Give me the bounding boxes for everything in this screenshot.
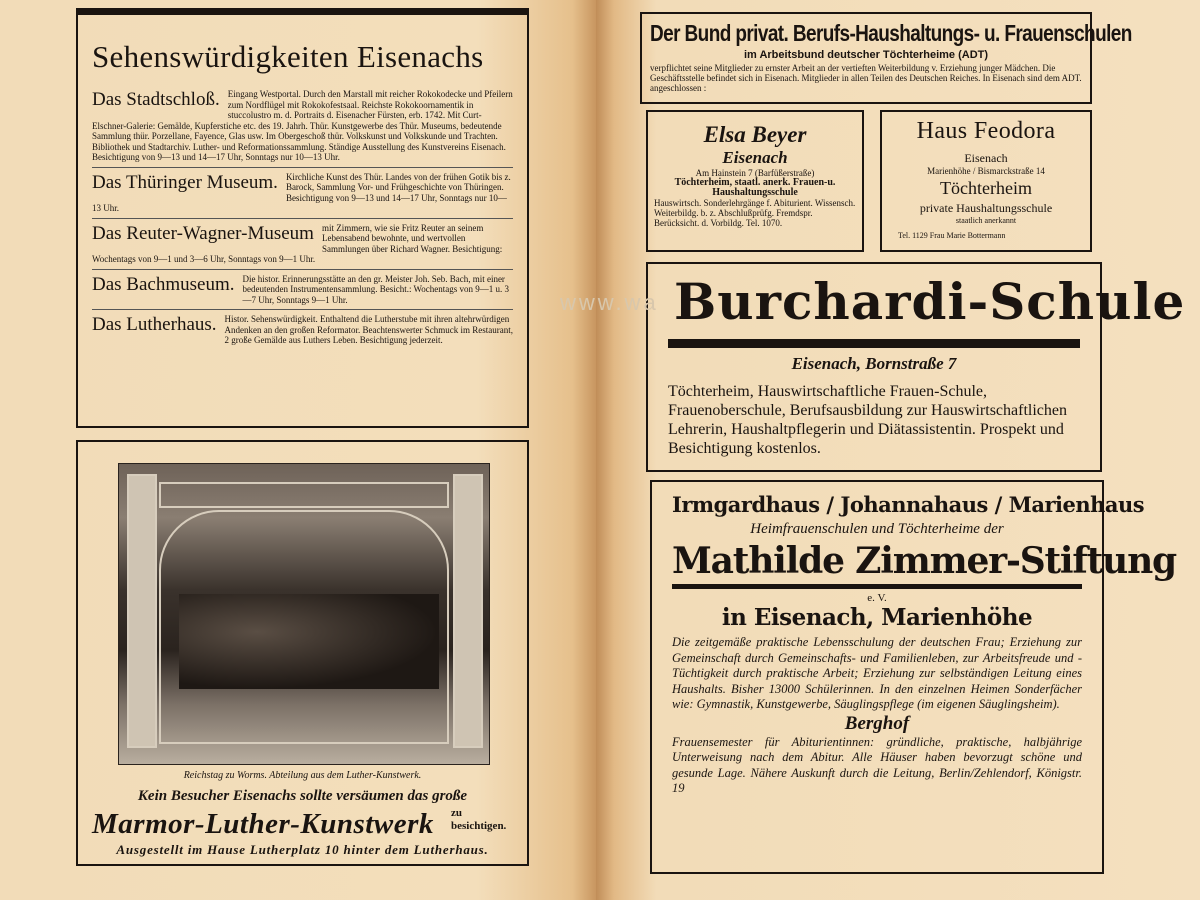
feodora-ad <box>880 110 1092 252</box>
burchardi-ad <box>646 262 1186 472</box>
stiftung-ad <box>650 480 1177 874</box>
stiftung-place: in Eisenach, Marienhöhe <box>721 604 1033 631</box>
sights-entry-reuter-wagner <box>92 223 513 270</box>
entry-name: Das Stadtschloß. <box>92 89 220 110</box>
entry-text: Histor. Sehenswürdigkeit. Enthaltend die Lutherstube mit ihren altehrwürdigen Andenken an den großen Reformator. Beachtenswerter Schmuck im Restaurant, 2 große Gemälde aus Luthers Leben. Besichtigung jederzeit. <box>224 314 513 345</box>
kunstwerk-ad <box>76 440 529 866</box>
burchardi-description: Töchterheim, Hauswirtschaftliche Frauen-Schule, Frauenoberschule, Berufsausbildung zur Hauswirtschaftlichen Lehrerin, Haushaltpflegerin und Diätassistentin. Prospekt und Besichtigung kostenlos. <box>668 383 1067 457</box>
entry-name: Das Reuter-Wagner-Museum <box>92 222 314 244</box>
photo-figures <box>179 594 439 689</box>
burchardi-rule <box>668 339 1080 348</box>
entry-text: Die histor. Erinnerungsstätte an den gr. Meister Joh. Seb. Bach, mit einer bedeutenden Instrumentensammlung. Besicht.: Wochentags von 9—1 u. 3—7 Uhr, Sonntags 9—1 Uhr. <box>242 273 510 305</box>
entry-text: Eingang Westportal. Durch den Marstall mit reicher Rokokodecke und Pfeilern zum Nordflügel mit Rokokofestsaal. Reichste Rokokoornamentik in stuccolustro m. d. Portraits d. Eisenacher Fürsten, erb. 1742. Mit Curt-Elschner-Galerie: Gemälde, Kupferstiche etc. des 19. Jahrh. Thür. Kunstgewerbe des Thür. Museums, bedeutende Sammlung thür. Porzellane, Fayence, Glas usw. Im Obergeschoß thür. Volkskunst und Volkskunde und Trachten. Bibliothek und Stadtarchiv. Luther- und Reformationssammlung. Ständige Ausstellung des Kunstvereins Eisenach. Besichtigung von 9—13 und 14—17 Uhr, Sonntags nur 10—13 Uhr. <box>92 89 513 162</box>
feodora-city: Eisenach <box>964 151 1008 165</box>
bund-ad <box>640 12 1132 104</box>
sights-title: Sehenswürdigkeiten Eisenachs <box>92 39 484 74</box>
stiftung-subtitle: Heimfrauenschulen und Töchterheime der <box>750 521 1004 537</box>
stiftung-houses: Irmgardhaus / Johannahaus / Marienhaus <box>672 492 1145 517</box>
reichstag-photo <box>118 463 490 765</box>
sights-entry-bachmuseum <box>92 274 513 311</box>
beyer-details: Hauswirtsch. Sonderlehrgänge f. Abiturient. Wissensch. Weiterbildg. b. z. Abschlußprüfg. Fremdspr. Berücksicht. d. Vorbildg. Tel. 1070. <box>654 198 856 228</box>
beyer-type: Töchterheim, staatl. anerk. Frauen-u. Haushaltungsschule <box>674 177 836 198</box>
photo-frieze <box>159 482 449 508</box>
ad-headline-suffix: zu besichtigen. <box>451 807 507 832</box>
ad-line1: Kein Besucher Eisenachs sollte versäumen das große <box>137 788 468 804</box>
sights-box <box>76 8 529 428</box>
bund-subtitle: im Arbeitsbund deutscher Töchterheime (ADT) <box>743 49 989 61</box>
feodora-address: Marienhöhe / Bismarckstraße 14 <box>927 166 1045 176</box>
left-page <box>0 0 596 900</box>
feodora-recognized: staatlich anerkannt <box>955 216 1017 225</box>
entry-name: Das Thüringer Museum. <box>92 171 278 193</box>
feodora-school: private Haushaltungsschule <box>919 201 1053 215</box>
stiftung-ev: e. V. <box>867 592 887 604</box>
stiftung-name: Mathilde Zimmer-Stiftung <box>672 540 1177 582</box>
feodora-type: Töchterheim <box>940 178 1032 198</box>
stiftung-body2: Frauensemester für Abiturientinnen: gründliche, praktische, halbjährige Unterweisung nach dem Abitur. Alle Häuser haben bevorzugt schöne und gesunde Lage. Nähere Auskunft durch die Leitung, Berlin/Zehlendorf, Königstr. 19 <box>672 734 1082 795</box>
burchardi-name: Burchardi-Schule <box>674 272 1186 331</box>
sights-entry-lutherhaus <box>92 314 513 350</box>
entry-text: Kirchliche Kunst des Thür. Landes von der frühen Gotik bis z. Barock, Sammlung Vor- und Frühgeschichte von Thüringen. Besichtigung von 9—13 und 14—17 Uhr, Sonntags nur 10—13 Uhr. <box>92 171 511 213</box>
right-page <box>596 0 1200 900</box>
entry-name: Das Bachmuseum. <box>92 273 235 295</box>
bund-text: verpflichtet seine Mitglieder zu ernster Arbeit an der vertieften Weiterbildung v. Erziehung junger Mädchen. Die Geschäftsstelle befindet sich in Eisenach. Mitglieder in allen Teilen des Deutschen Reiches. In Eisenach sind dem ADT. angeschlossen : <box>650 63 1082 93</box>
feodora-contact: Tel. 1129 Frau Marie Bottermann <box>898 231 1006 240</box>
ad-headline: Marmor-Luther-Kunstwerk <box>92 808 434 840</box>
feodora-name: Haus Feodora <box>916 118 1056 144</box>
ad-line3: Ausgestellt im Hause Lutherplatz 10 hinter dem Lutherhaus. <box>116 842 489 857</box>
beyer-city: Eisenach <box>722 148 788 167</box>
photo-right-pillar <box>453 474 483 748</box>
photo-caption: Reichstag zu Worms. Abteilung aus dem Luther-Kunstwerk. <box>183 770 422 781</box>
beyer-ad <box>646 110 864 252</box>
watermark: www.wa <box>560 290 659 315</box>
burchardi-city: Eisenach, Bornstraße 7 <box>791 354 957 373</box>
beyer-name: Elsa Beyer <box>703 122 807 147</box>
stiftung-rule <box>672 584 1082 589</box>
entry-name: Das Lutherhaus. <box>92 314 217 335</box>
sights-entry-stadtschloss <box>92 89 513 168</box>
entry-text: mit Zimmern, wie sie Fritz Reuter an seinem Lebensabend bewohnte, und wertvollen Sammlungen über Richard Wagner. Besichtigung: Wochentags von 9—1 und 3—6 Uhr, Sonntags von 9—1 Uhr. <box>92 222 503 264</box>
beyer-address: Am Hainstein 7 (Barfüßerstraße) <box>695 168 815 178</box>
sights-entry-thueringer-museum <box>92 172 513 219</box>
stiftung-berghof: Berghof <box>844 712 910 734</box>
photo-left-pillar <box>127 474 157 748</box>
bund-title: Der Bund privat. Berufs-Haushaltungs- u. Frauenschulen <box>650 21 1132 47</box>
stiftung-body: Die zeitgemäße praktische Lebensschulung der deutschen Frau; Erziehung zur Gemeinschaft durch Gemeinschafts- und Familienleben, zur Arbeitsfreude und -Tüchtigkeit durch praktische Arbeit; Erziehung zur selbständigen Leitung eines Haushalts. Bisher 13000 Schülerinnen. In den einzelnen Heimen Sonderfächer wie: Gymnastik, Kunstgewerbe, Säuglingspflege (im eigenen Säuglingsheim). <box>672 635 1082 711</box>
